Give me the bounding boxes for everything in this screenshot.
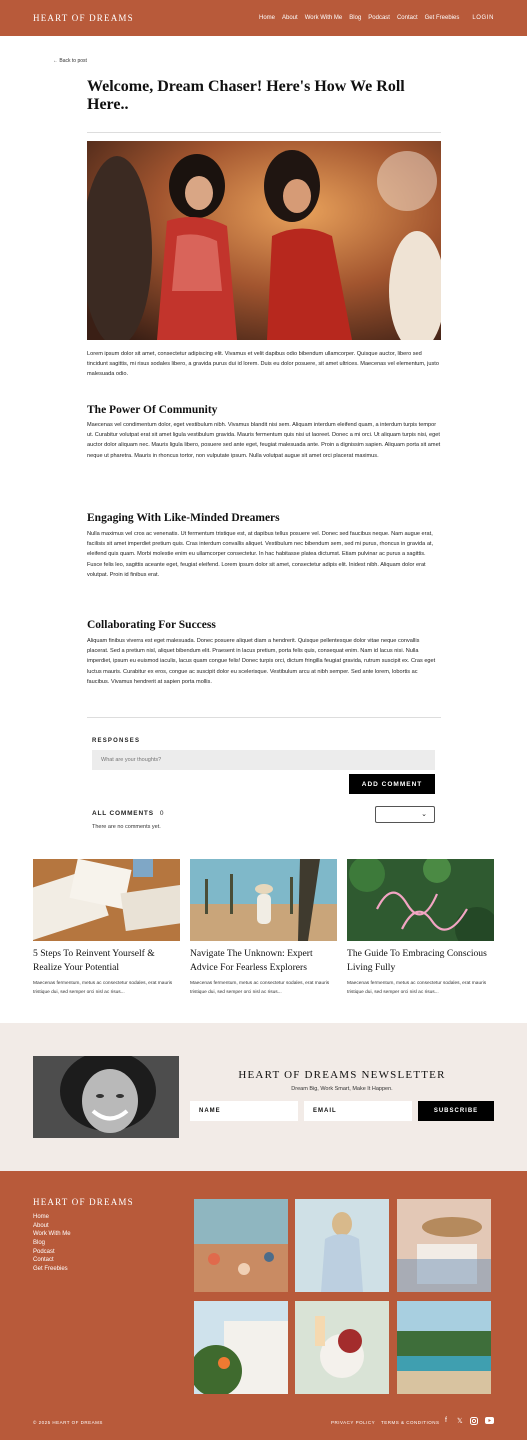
footer-nav — [33, 1214, 71, 1272]
related-post-card[interactable] — [190, 859, 337, 997]
subscribe-button[interactable]: SUBSCRIBE — [418, 1101, 494, 1121]
name-field[interactable]: NAME — [190, 1101, 298, 1121]
post-title[interactable]: The Guide To Embracing Conscious Living Fully — [347, 948, 487, 973]
divider — [87, 717, 441, 718]
all-comments-heading — [92, 810, 164, 817]
post-excerpt: Maecenas fermentum, metus ac consectetur sodales, erat mauris tristique dui, sed semper orci nisl ac risus... — [190, 981, 330, 995]
comment-count: 0 — [159, 810, 165, 817]
nav-get-freebies[interactable]: Get Freebies — [424, 15, 460, 21]
post-thumbnail[interactable] — [347, 859, 494, 941]
comment-input[interactable] — [92, 750, 435, 770]
x-icon[interactable]: 𝕏 — [457, 1418, 463, 1425]
login-link[interactable]: LOGIN — [472, 15, 494, 21]
main-nav — [259, 15, 494, 21]
newsletter-photo — [33, 1056, 179, 1138]
instagram-photo[interactable] — [295, 1199, 389, 1292]
instagram-photo[interactable] — [194, 1301, 288, 1394]
email-field[interactable]: EMAIL — [304, 1101, 412, 1121]
post-excerpt: Maecenas fermentum, metus ac consectetur sodales, erat mauris tristique dui, sed semper orci nisl ac risus... — [33, 981, 173, 995]
footer-link-home[interactable]: Home — [33, 1214, 50, 1220]
youtube-icon[interactable] — [485, 1417, 494, 1426]
article-intro: Lorem ipsum dolor sit amet, consectetur adipiscing elit. Vivamus et velit dapibus odio bibendum ullamcorper. Quisque auctor, libero sed tincidunt sagittis, mi risus sodales libero, a gravida purus dui id lorem. Duis eu dolor posuere, sit amet ultrices. Maecenas vel elementum, justo malesuada odio. — [87, 351, 439, 378]
section-text: Aliquam finibus viverra est eget malesuada. Donec posuere aliquet diam a hendrerit. Quisque pellentesque dolor vitae neque convallis placerat. Sed a pretium nisl, aliquet bibendum elit. Praesent in lacus pretium, porta felis quis, consequat enim. Nam id lacus nisi. Nulla imperdiet, ipsum eu euismod iaculis, lacus quam congue felis! Donec turpis orci, dictum fringilla feugiat gravida, rutrum suscipit ex. Cras eget luctus mauris. Curabitur ex eros, congue ac suscipit dolor eu scelerisque. Vestibulum arcu at nibh semper. Sed ante lorem, lobortis ac faucibus. Vivamus hendrerit at sapien porta mollis. — [87, 638, 436, 685]
instagram-photo[interactable] — [194, 1199, 288, 1292]
comment-sort-select[interactable] — [375, 806, 435, 823]
divider — [87, 132, 441, 133]
newsletter-title: HEART OF DREAMS NEWSLETTER — [238, 1069, 446, 1081]
footer-link-work-with-me[interactable]: Work With Me — [33, 1231, 71, 1238]
instagram-icon[interactable] — [470, 1417, 478, 1427]
facebook-icon[interactable]: f — [445, 1417, 447, 1424]
footer-link-podcast[interactable]: Podcast — [33, 1248, 55, 1255]
all-comments-label: ALL COMMENTS — [92, 810, 154, 817]
post-title[interactable]: 5 Steps To Reinvent Yourself & Realize Your Potential — [33, 948, 155, 973]
section-heading: The Power Of Community — [87, 404, 218, 416]
site-logo[interactable]: HEART OF DREAMS — [33, 13, 134, 23]
add-comment-button[interactable]: ADD COMMENT — [349, 774, 435, 794]
footer-logo[interactable]: HEART OF DREAMS — [33, 1197, 134, 1207]
privacy-link[interactable]: PRIVACY POLICY — [331, 1420, 376, 1425]
footer-link-about[interactable]: About — [33, 1222, 49, 1229]
footer-link-blog[interactable]: Blog — [33, 1240, 46, 1247]
back-link[interactable]: ← Back to post — [53, 58, 87, 64]
no-comments-text: There are no comments yet. — [92, 824, 161, 830]
instagram-photo[interactable] — [397, 1301, 491, 1394]
footer-link-get-freebies[interactable]: Get Freebies — [33, 1266, 68, 1273]
post-thumbnail[interactable] — [190, 859, 337, 941]
nav-work-with-me[interactable]: Work With Me — [304, 15, 343, 21]
post-excerpt: Maecenas fermentum, metus ac consectetur sodales, erat mauris tristique dui, sed semper orci nisl ac risus... — [347, 981, 487, 995]
nav-about[interactable]: About — [282, 15, 298, 21]
nav-blog[interactable]: Blog — [349, 15, 362, 21]
footer-link-contact[interactable]: Contact — [33, 1257, 54, 1264]
instagram-photo[interactable] — [295, 1301, 389, 1394]
nav-podcast[interactable]: Podcast — [368, 15, 390, 21]
chevron-down-icon: ⌄ — [421, 811, 427, 818]
post-thumbnail[interactable] — [33, 859, 180, 941]
terms-link[interactable]: TERMS & CONDITIONS — [381, 1420, 440, 1425]
nav-home[interactable]: Home — [258, 15, 275, 21]
hero-image — [87, 141, 441, 340]
related-post-card[interactable] — [347, 859, 494, 997]
related-post-card[interactable] — [33, 859, 180, 997]
section-text: Maecenas vel condimentum dolor, eget vestibulum nibh. Vivamus blandit nisi sem. Aliquam interdum eleifend quam, a interdum turpis tempor ut. Curabitur volutpat erat sit amet ligula vestibulum gravida. Mauris fermentum quis nisi ut laoreet. Donec a mi orci. Ut aliquam turpis nisi, eget auctor dolor aliquam nec. Mauris ligula libero, posuere sed ante eget, feugiat malesuada ante. Proin a dignissim sapien. Aliquam porta sit amet neque ut pharetra. Mauris in rhoncus tortor, non vulputate ipsum. Nulla volutpat augue sit amet orci placerat maximus. — [87, 422, 441, 459]
section-heading: Collaborating For Success — [87, 619, 216, 631]
post-title[interactable]: Navigate The Unknown: Expert Advice For Fearless Explorers — [190, 948, 313, 973]
section-text: Nulla maximus vel cros ac venenatis. Ut fermentum tristique est, at dapibus tellus posuere vel. Donec sed faucibus neque. Nam augue erat, facilisis sit amet imperdiet pretium quis. Cras interdum convallis aliquet. Vestibulum nec bibendum sem, sed mi purus, rhoncus in gravida at, eleifend quis quam. Morbi molestie enim eu ullamcorper consectetur. In hac habitasse platea dictumst. Etiam pulvinar ac purus a sagittis. Fusce felis leo, sagittis aceante eget, feugiat eleifend. Lorem ipsum dolor sit amet, consectetur adipis elit. Inidest nibh. Aliquam dolor erat volutpat. Proin id finibus erat. — [87, 531, 434, 578]
newsletter-subtitle: Dream Big, Work Smart, Make It Happen. — [291, 1086, 393, 1092]
page-title: Welcome, Dream Chaser! Here's How We Roll Here.. — [87, 78, 405, 113]
responses-heading: RESPONSES — [92, 738, 141, 744]
copyright: © 2025 HEART OF DREAMS — [33, 1420, 103, 1425]
section-heading: Engaging With Like-Minded Dreamers — [87, 512, 280, 524]
instagram-photo[interactable] — [397, 1199, 491, 1292]
nav-contact[interactable]: Contact — [396, 15, 418, 21]
site-header — [0, 0, 527, 36]
